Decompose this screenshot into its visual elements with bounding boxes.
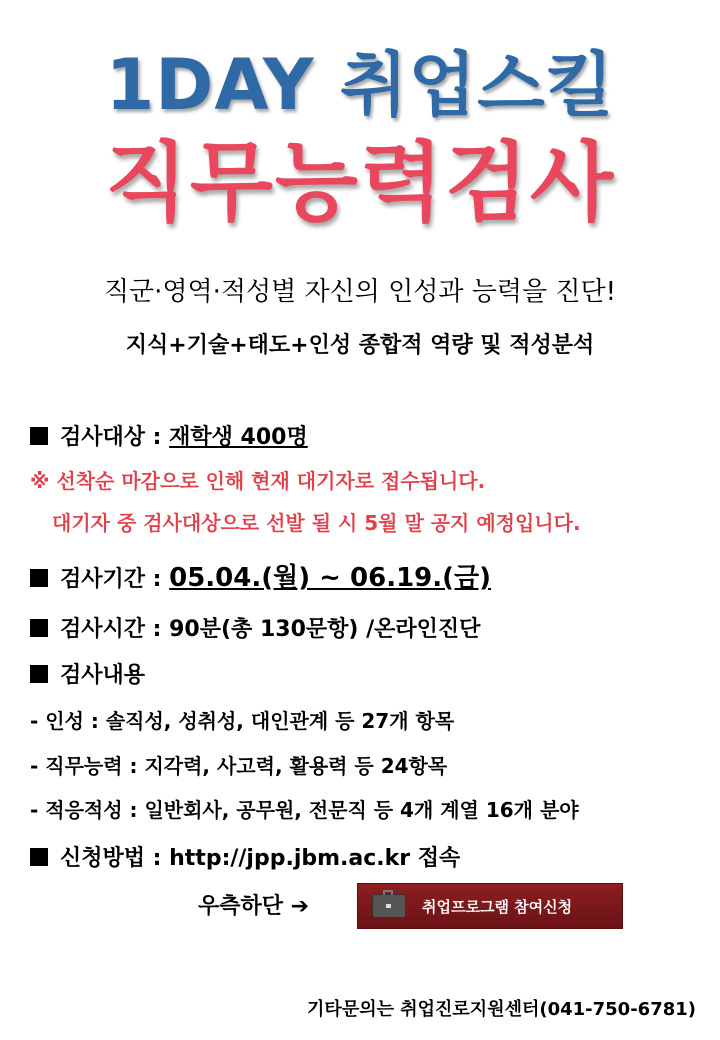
notice-line1: ※ 선착순 마감으로 인해 현재 대기자로 접수됩니다. bbox=[30, 469, 486, 493]
period-row bbox=[30, 562, 491, 596]
square-bullet-icon bbox=[30, 665, 48, 683]
title-line1: 1DAY 취업스킬 bbox=[105, 44, 615, 126]
program-apply-button-label: 취업프로그램 참여신청 bbox=[422, 897, 573, 916]
footer-contact: 기타문의는 취업진로지원센터(041-750-6781) bbox=[307, 999, 696, 1020]
subtitle-line1: 직군·영역·적성별 자신의 인성과 능력을 진단! bbox=[103, 277, 617, 307]
target-label: 검사대상 : bbox=[60, 425, 170, 450]
content-item: - 직무능력 : 지각력, 사고력, 활용력 등 24항목 bbox=[30, 754, 448, 778]
time-value: 90분(총 130문항) /온라인진단 bbox=[169, 617, 481, 642]
apply-label: 신청방법 : bbox=[60, 846, 170, 871]
apply-suffix: 접속 bbox=[410, 846, 461, 871]
apply-row bbox=[30, 843, 460, 875]
title-line2: 직무능력검사 bbox=[104, 133, 616, 233]
apply-url[interactable]: http://jpp.jbm.ac.kr bbox=[169, 846, 411, 871]
square-bullet-icon bbox=[30, 848, 48, 866]
time-label: 검사시간 : bbox=[60, 617, 170, 642]
subtitle-line2: 지식+기술+태도+인성 종합적 역량 및 적성분석 bbox=[125, 333, 595, 358]
content-label: 검사내용 bbox=[60, 663, 146, 688]
square-bullet-icon bbox=[30, 569, 48, 587]
period-label: 검사기간 : bbox=[60, 567, 170, 592]
program-apply-button[interactable] bbox=[357, 883, 623, 929]
square-bullet-icon bbox=[30, 427, 48, 445]
content-item: - 적응적성 : 일반회사, 공무원, 전문직 등 4개 계열 16개 분야 bbox=[30, 798, 579, 822]
target-row bbox=[30, 422, 308, 454]
square-bullet-icon bbox=[30, 619, 48, 637]
content-item: - 인성 : 솔직성, 성취성, 대인관계 등 27개 항목 bbox=[30, 709, 455, 733]
notice-line2: 대기자 중 검사대상으로 선발 될 시 5월 말 공지 예정입니다. bbox=[52, 511, 581, 535]
apply-direction: 우측하단 ➔ bbox=[198, 894, 310, 919]
period-value: 05.04.(월) ~ 06.19.(금) bbox=[169, 563, 492, 593]
briefcase-icon bbox=[372, 894, 406, 918]
time-row bbox=[30, 614, 480, 646]
target-value: 재학생 400명 bbox=[169, 425, 308, 450]
content-row bbox=[30, 660, 145, 692]
